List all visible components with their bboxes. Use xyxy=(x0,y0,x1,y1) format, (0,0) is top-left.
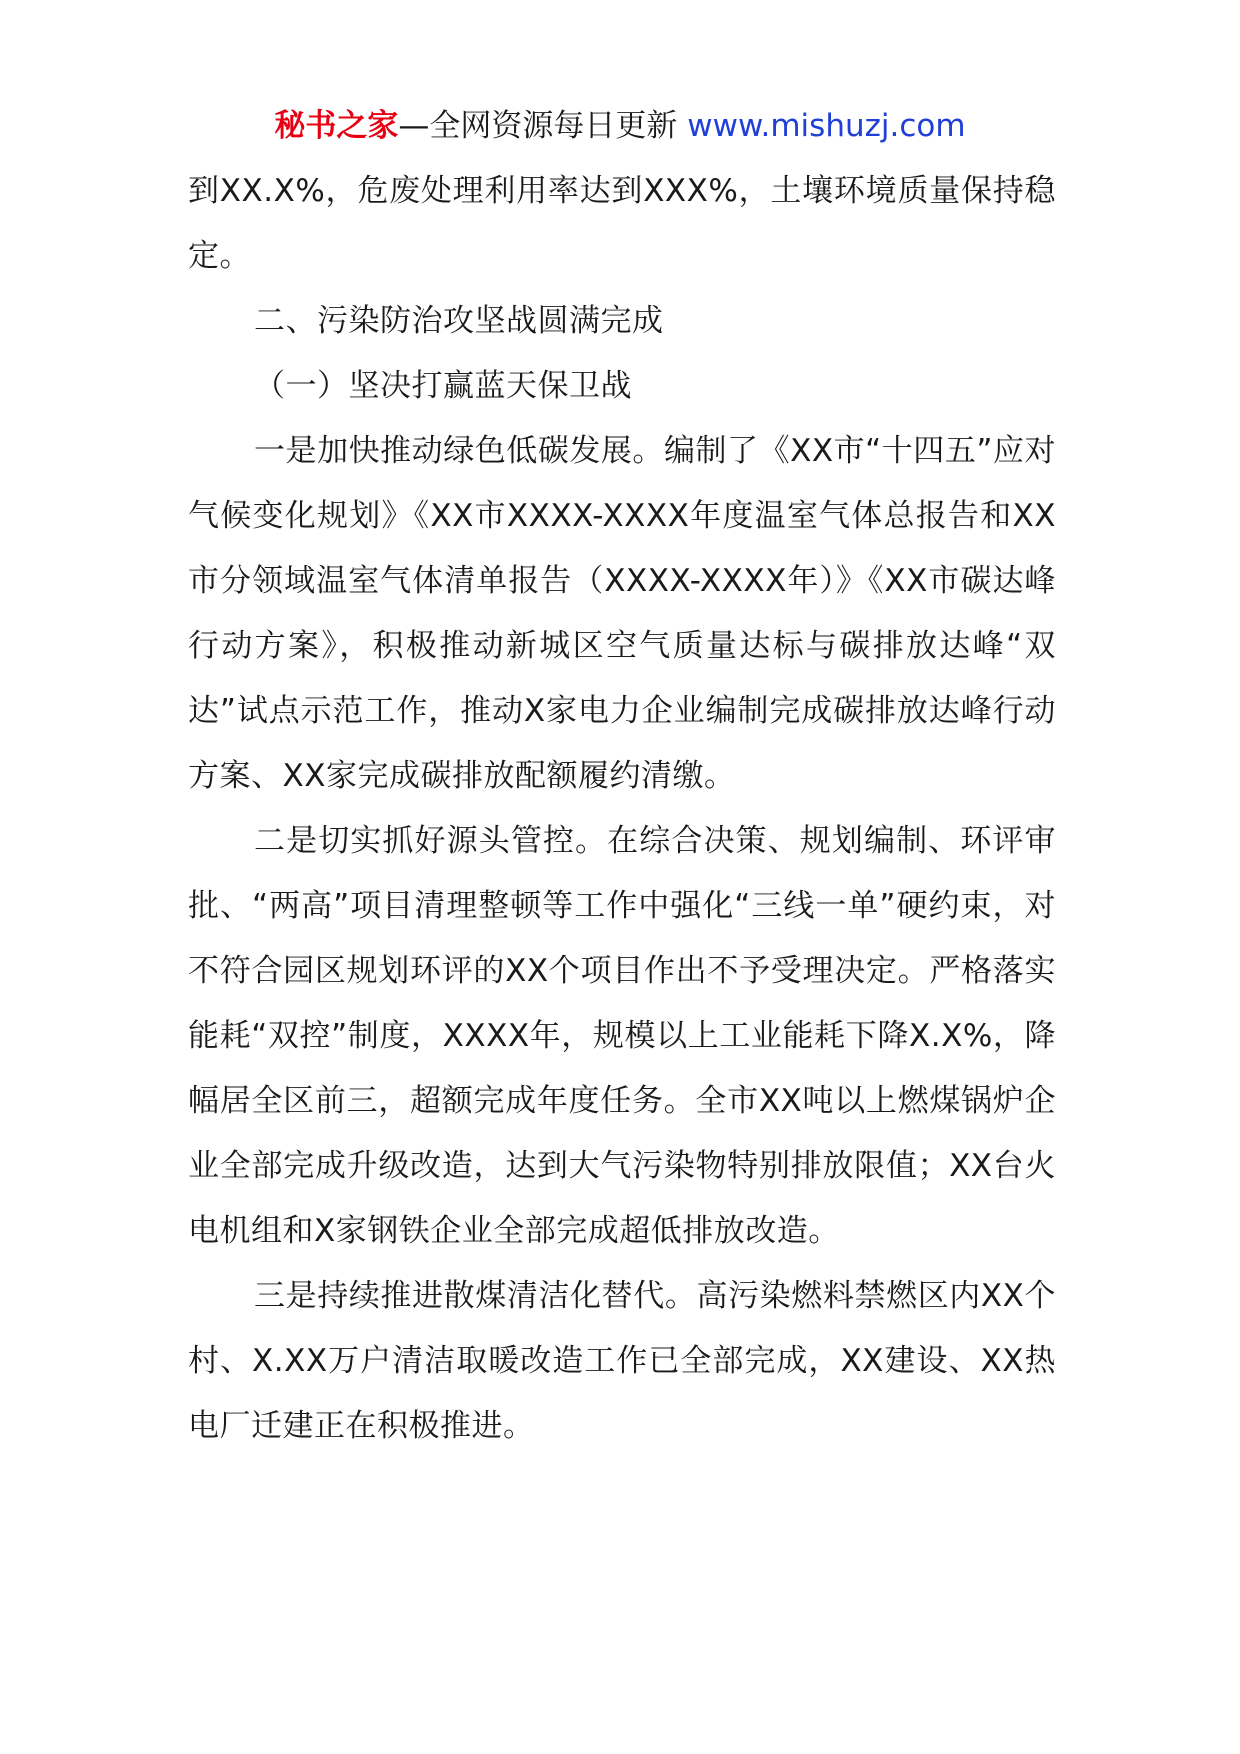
header-slogan: —全网资源每日更新 xyxy=(398,108,678,144)
subsection-heading: （一）坚决打赢蓝天保卫战 xyxy=(254,368,632,404)
document-body xyxy=(188,159,1056,1459)
paragraph: 二是切实抓好源头管控。在综合决策、规划编制、环评审批、“两高”项目清理整顿等工作中强化“三线一单”硬约束，对不符合园区规划环评的XX个项目作出不予受理决定。严格落实能耗“双控”制度，XXXX年，规模以上工业能耗下降X.X%，降幅居全区前三，超额完成年度任务。全市XX吨以上燃煤锅炉企业全部完成升级改造，达到大气污染物特别排放限值；XX台火电机组和X家钢铁企业全部完成超低排放改造。 xyxy=(188,823,1056,1249)
header-site-link[interactable]: www.mishuzj.com xyxy=(687,108,966,144)
paragraph: 三是持续推进散煤清洁化替代。高污染燃料禁燃区内XX个村、X.XX万户清洁取暖改造工作已全部完成，XX建设、XX热电厂迁建正在积极推进。 xyxy=(188,1278,1056,1444)
paragraph: 一是加快推动绿色低碳发展。编制了《XX市“十四五”应对气候变化规划》《XX市XXXX-XXXX年度温室气体总报告和XX市分领域温室气体清单报告（XXXX-XXXX年）》《XX市碳达峰行动方案》，积极推动新城区空气质量达标与碳排放达峰“双达”试点示范工作，推动X家电力企业编制完成碳排放达峰行动方案、XX家完成碳排放配额履约清缴。 xyxy=(188,433,1056,794)
section-heading: 二、污染防治攻坚战圆满完成 xyxy=(254,303,664,339)
paragraph-continuation: 到XX.X%，危废处理利用率达到XXX%，土壤环境质量保持稳定。 xyxy=(188,173,1056,274)
header-brand: 秘书之家 xyxy=(274,108,399,144)
page-header xyxy=(0,104,1240,148)
